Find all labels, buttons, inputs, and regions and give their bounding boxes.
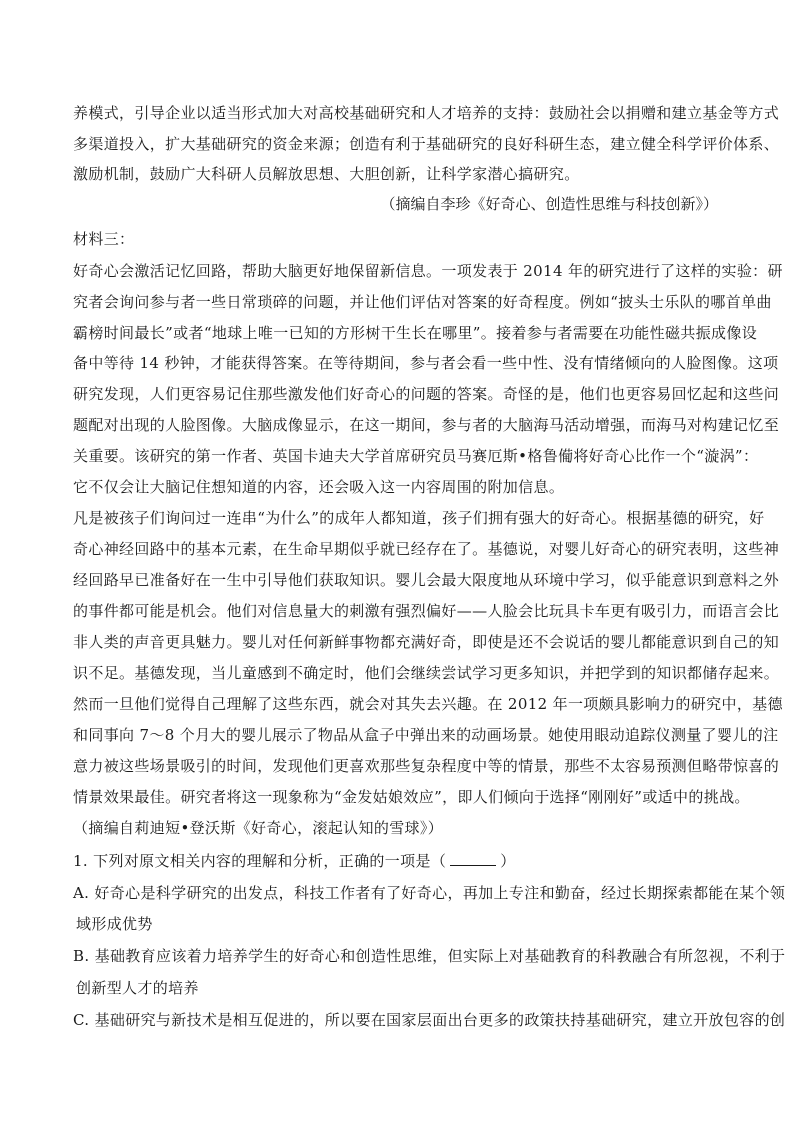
question-stem-text: 1. 下列对原文相关内容的理解和分析，正确的一项是（ xyxy=(73,852,447,870)
option-c-line: C. 基础研究与新技术是相互促进的，所以要在国家层面出台更多的政策扶持基础研究，建立开放包容的创 xyxy=(73,1011,786,1029)
source-citation: （摘编自莉迪短•登沃斯《好奇心，滚起认知的雪球》） xyxy=(73,819,444,837)
paragraph-line: 好奇心会激活记忆回路，帮助大脑更好地保留新信息。一项发表于 2014 年的研究进行了这样的实验：研 xyxy=(73,262,783,280)
answer-blank[interactable] xyxy=(450,851,496,866)
option-a-line: A. 好奇心是科学研究的出发点，科技工作者有了好奇心，再加上专注和勤奋，经过长期探索都能在某个领 xyxy=(73,884,786,902)
paragraph-line: 的事件都可能是机会。他们对信息量大的刺激有强烈偏好——人脸会比玩具卡车更有吸引力，而语言会比 xyxy=(73,602,780,620)
paragraph-line: 霸榜时间最长”或者“地球上唯一已知的方形树干生长在哪里”。接着参与者需要在功能性磁共振成像设 xyxy=(73,324,758,342)
paragraph-line: 情景效果最佳。研究者将这一现象称为“金发姑娘效应”，即人们倾向于选择“刚刚好”或适中的挑战。 xyxy=(73,788,750,806)
paragraph-line: 多渠道投入，扩大基础研究的资金来源；创造有利于基础研究的良好科研生态，建立健全科学评价体系、 xyxy=(73,135,780,153)
paragraph-line: 经回路早已准备好在一生中引导他们获取知识。婴儿会最大限度地从环境中学习，似乎能意识到意料之外 xyxy=(73,571,780,589)
paragraph-line: 凡是被孩子们询问过一连串“为什么”的成年人都知道，孩子们拥有强大的好奇心。根据基德的研究，好 xyxy=(73,509,765,527)
paragraph-line: 意力被这些场景吸引的时间，发现他们更喜欢那些复杂程度中等的情景，那些不太容易预测但略带惊喜的 xyxy=(73,757,780,775)
paragraph-line: 然而一旦他们觉得自己理解了这些东西，就会对其失去兴趣。在 2012 年一项颇具影响力的研究中，基德 xyxy=(73,695,783,713)
option-a-line: 域形成优势 xyxy=(76,915,153,933)
paragraph-line: 关重要。该研究的第一作者、英国卡迪夫大学首席研究员马赛厄斯•格鲁僃将好奇心比作一个“漩涡”： xyxy=(73,447,759,465)
paragraph-line: 养模式，引导企业以适当形式加大对高校基础研究和人才培养的支持：鼓励社会以捐赠和建立基金等方式 xyxy=(73,104,780,122)
section-heading: 材料三： xyxy=(73,230,135,248)
paragraph-line: 它不仅会让大脑记住想知道的内容，还会吸入这一内容周围的附加信息。 xyxy=(73,478,565,496)
paragraph-line: 备中等待 14 秒钟，才能获得答案。在等待期间，参与者会看一些中性、没有情绪倾向的人脸图像。这项 xyxy=(73,354,779,372)
paragraph-line: 激励机制，鼓励广大科研人员解放思想、大胆创新，让科学家潜心搞研究。 xyxy=(73,165,580,183)
paragraph-line: 究者会询问参与者一些日常琐碎的问题，并让他们评估对答案的好奇程度。例如“披头士乐队的哪首单曲 xyxy=(73,293,772,311)
paragraph-line: 和同事向 7～8 个月大的婴儿展示了物品从盒子中弹出来的动画场景。她使用眼动追踪仪测量了婴儿的注 xyxy=(73,726,779,744)
option-b-line: B. 基础教育应该着力培养学生的好奇心和创造性思维，但实际上对基础教育的科教融合有所忽视，不利于 xyxy=(73,947,786,965)
paragraph-line: 识不足。基德发现，当儿童感到不确定时，他们会继续尝试学习更多知识，并把学到的知识都储存起来。 xyxy=(73,664,780,682)
source-citation: （摘编自李珍《好奇心、创造性思维与科技创新》） xyxy=(380,195,718,213)
paragraph-line: 题配对出现的人脸图像。大脑成像显示，在这一期间，参与者的大脑海马活动增强，而海马对构建记忆至 xyxy=(73,416,780,434)
paragraph-line: 奇心神经回路中的基本元素，在生命早期似乎就已经存在了。基德说，对婴儿好奇心的研究表明，这些神 xyxy=(73,540,780,558)
question-stem xyxy=(73,851,733,871)
question-stem-close: ） xyxy=(500,852,516,870)
paragraph-line: 研究发现，人们更容易记住那些激发他们好奇心的问题的答案。奇怪的是，他们也更容易回忆起和这些问 xyxy=(73,385,780,403)
option-b-line: 创新型人才的培养 xyxy=(76,979,199,997)
paragraph-line: 非人类的声音更具魅力。婴儿对任何新鲜事物都充满好奇，即使是还不会说话的婴儿都能意识到自己的知 xyxy=(73,633,780,651)
